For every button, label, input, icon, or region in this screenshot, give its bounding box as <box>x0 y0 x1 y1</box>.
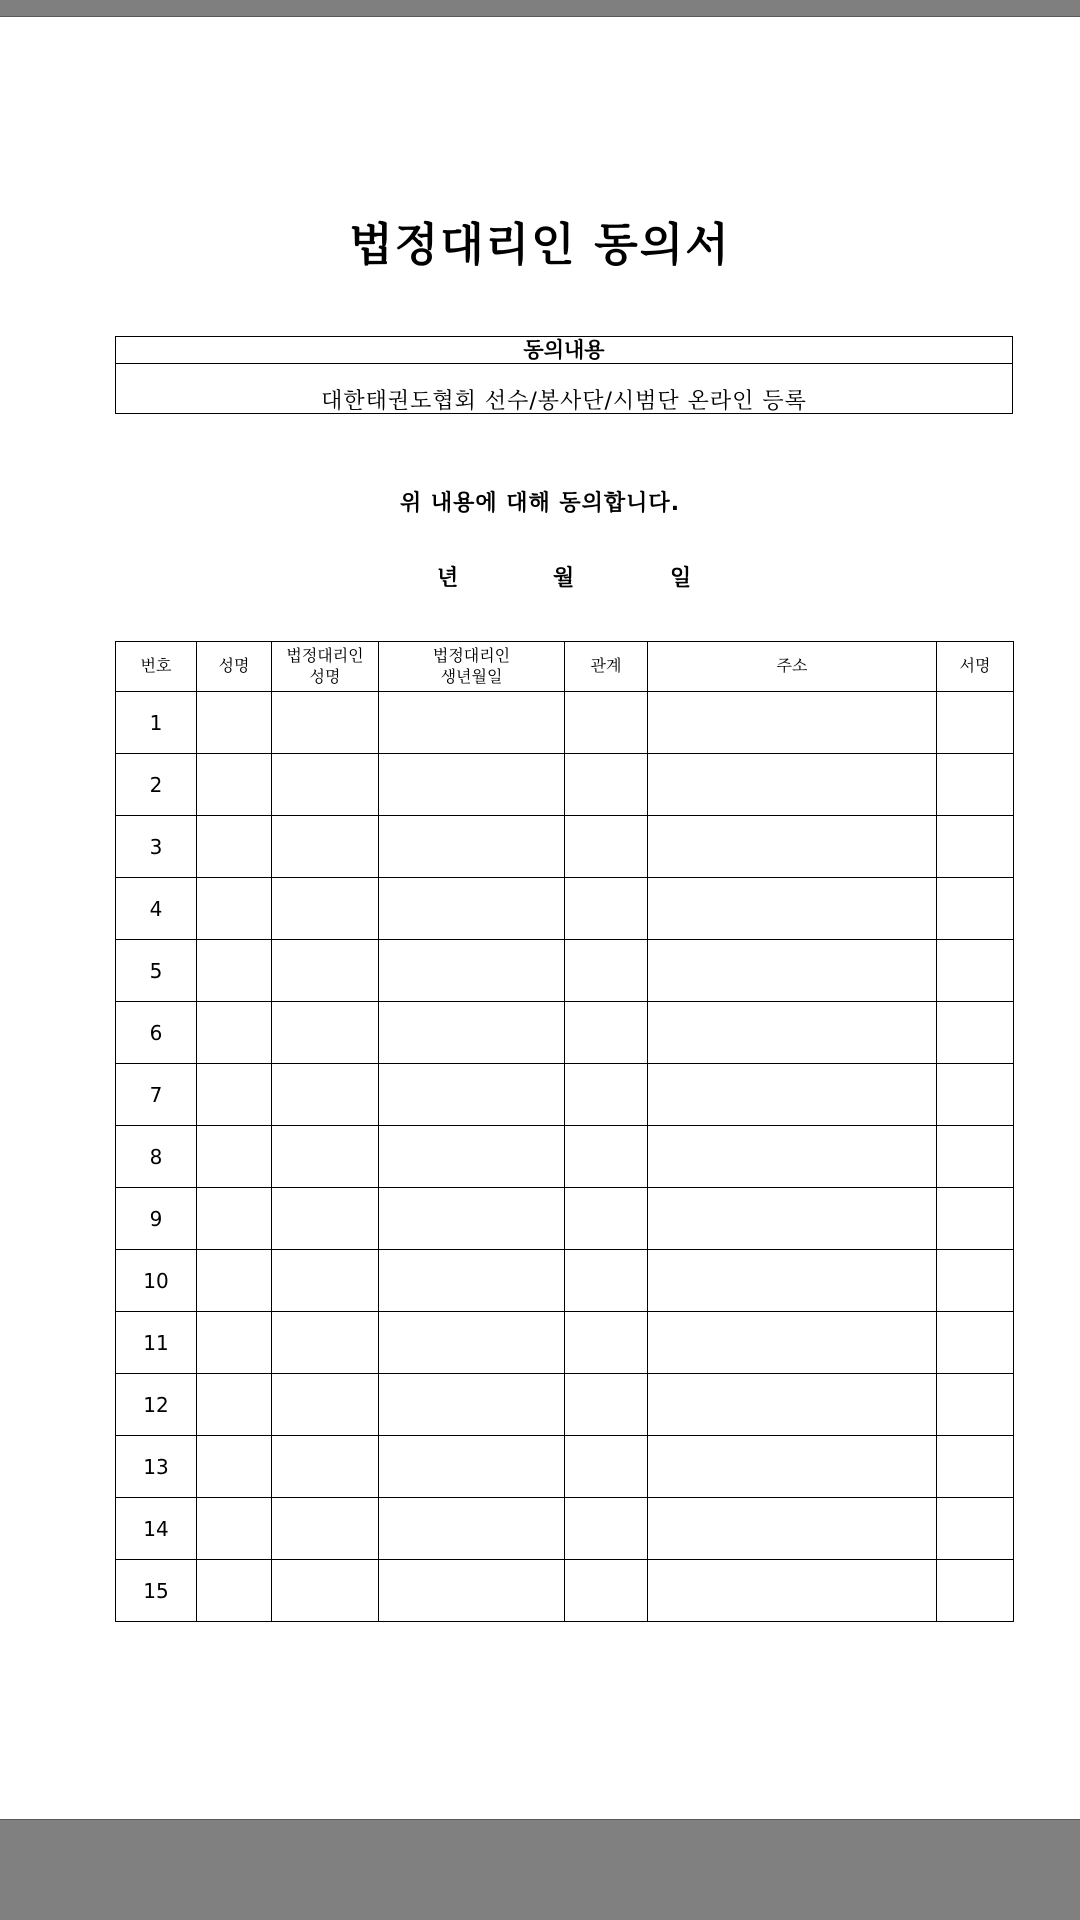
signature-cell <box>937 692 1014 754</box>
date-month-label: 월 <box>553 566 575 591</box>
viewer-bottom-area <box>0 1820 1080 1920</box>
header-guardian-name-line2: 성명 <box>309 666 341 686</box>
agreement-statement: 위 내용에 대해 동의합니다. <box>399 491 681 516</box>
signature-cell <box>937 1436 1014 1498</box>
header-guardian-birthdate-line2: 생년월일 <box>440 666 503 686</box>
relationship-cell <box>565 1002 648 1064</box>
name-cell <box>197 1560 272 1622</box>
signature-cell <box>937 1374 1014 1436</box>
row-number: 7 <box>116 1064 197 1126</box>
guardian-birthdate-cell <box>379 1002 565 1064</box>
row-number: 14 <box>116 1498 197 1560</box>
address-cell <box>648 1002 937 1064</box>
row-number: 15 <box>116 1560 197 1622</box>
name-cell <box>197 816 272 878</box>
table-body <box>116 692 1014 1622</box>
row-number: 2 <box>116 754 197 816</box>
guardian-name-cell <box>272 692 379 754</box>
signature-cell <box>937 1064 1014 1126</box>
guardian-name-cell <box>272 1250 379 1312</box>
guardian-birthdate-cell <box>379 1064 565 1126</box>
guardian-birthdate-cell <box>379 878 565 940</box>
guardian-name-cell <box>272 878 379 940</box>
address-cell <box>648 1374 937 1436</box>
address-cell <box>648 692 937 754</box>
signature-cell <box>937 940 1014 1002</box>
signature-cell <box>937 816 1014 878</box>
document-page <box>0 17 1080 1820</box>
row-number: 11 <box>116 1312 197 1374</box>
name-cell <box>197 754 272 816</box>
signature-cell <box>937 878 1014 940</box>
relationship-cell <box>565 878 648 940</box>
table-row <box>116 1312 1014 1374</box>
name-cell <box>197 1002 272 1064</box>
name-cell <box>197 1064 272 1126</box>
guardian-name-cell <box>272 754 379 816</box>
consent-box-header: 동의내용 <box>116 337 1012 364</box>
relationship-cell <box>565 1250 648 1312</box>
guardian-name-cell <box>272 1374 379 1436</box>
table-row <box>116 1498 1014 1560</box>
name-cell <box>197 692 272 754</box>
name-cell <box>197 1498 272 1560</box>
row-number: 13 <box>116 1436 197 1498</box>
name-cell <box>197 878 272 940</box>
guardian-birthdate-cell <box>379 692 565 754</box>
guardian-birthdate-cell <box>379 1188 565 1250</box>
guardian-birthdate-cell <box>379 816 565 878</box>
table-row <box>116 816 1014 878</box>
table-row <box>116 1374 1014 1436</box>
header-address: 주소 <box>648 642 937 692</box>
relationship-cell <box>565 1374 648 1436</box>
guardian-name-cell <box>272 1002 379 1064</box>
header-signature: 서명 <box>937 642 1014 692</box>
guardian-name-cell <box>272 1560 379 1622</box>
signature-cell <box>937 1002 1014 1064</box>
table-row <box>116 1250 1014 1312</box>
guardian-birthdate-cell <box>379 1436 565 1498</box>
address-cell <box>648 1188 937 1250</box>
address-cell <box>648 1126 937 1188</box>
relationship-cell <box>565 1312 648 1374</box>
table-row <box>116 692 1014 754</box>
table-row <box>116 754 1014 816</box>
consent-box <box>115 336 1013 414</box>
signature-cell <box>937 1250 1014 1312</box>
guardian-birthdate-cell <box>379 1498 565 1560</box>
table-row <box>116 1126 1014 1188</box>
consent-box-content: 대한태권도협회 선수/봉사단/시범단 온라인 등록 <box>321 389 807 414</box>
row-number: 4 <box>116 878 197 940</box>
address-cell <box>648 1312 937 1374</box>
guardian-name-cell <box>272 1064 379 1126</box>
header-relationship: 관계 <box>565 642 648 692</box>
relationship-cell <box>565 816 648 878</box>
signature-cell <box>937 1126 1014 1188</box>
guardian-name-cell <box>272 1312 379 1374</box>
date-day-label: 일 <box>670 566 692 591</box>
header-guardian-birthdate-line1: 법정대리인 <box>432 645 511 665</box>
row-number: 10 <box>116 1250 197 1312</box>
name-cell <box>197 1126 272 1188</box>
address-cell <box>648 940 937 1002</box>
header-guardian-name <box>272 642 379 692</box>
guardian-roster-table <box>115 641 1014 1622</box>
guardian-birthdate-cell <box>379 1374 565 1436</box>
name-cell <box>197 1250 272 1312</box>
guardian-birthdate-cell <box>379 1250 565 1312</box>
table-row <box>116 1560 1014 1622</box>
guardian-birthdate-cell <box>379 1312 565 1374</box>
guardian-name-cell <box>272 1188 379 1250</box>
guardian-birthdate-cell <box>379 1560 565 1622</box>
relationship-cell <box>565 754 648 816</box>
row-number: 9 <box>116 1188 197 1250</box>
address-cell <box>648 1064 937 1126</box>
header-name: 성명 <box>197 642 272 692</box>
name-cell <box>197 940 272 1002</box>
name-cell <box>197 1436 272 1498</box>
guardian-name-cell <box>272 1436 379 1498</box>
guardian-birthdate-cell <box>379 940 565 1002</box>
signature-cell <box>937 1312 1014 1374</box>
signature-cell <box>937 1560 1014 1622</box>
table-row <box>116 1188 1014 1250</box>
header-guardian-birthdate <box>379 642 565 692</box>
guardian-name-cell <box>272 1498 379 1560</box>
row-number: 6 <box>116 1002 197 1064</box>
guardian-birthdate-cell <box>379 754 565 816</box>
row-number: 1 <box>116 692 197 754</box>
address-cell <box>648 1436 937 1498</box>
header-guardian-name-line1: 법정대리인 <box>286 645 364 665</box>
relationship-cell <box>565 1498 648 1560</box>
relationship-cell <box>565 1188 648 1250</box>
guardian-birthdate-cell <box>379 1126 565 1188</box>
row-number: 8 <box>116 1126 197 1188</box>
name-cell <box>197 1374 272 1436</box>
signature-cell <box>937 1188 1014 1250</box>
signature-cell <box>937 1498 1014 1560</box>
guardian-name-cell <box>272 1126 379 1188</box>
address-cell <box>648 878 937 940</box>
viewer-top-bar <box>0 0 1080 17</box>
row-number: 12 <box>116 1374 197 1436</box>
document-title: 법정대리인 동의서 <box>349 218 731 271</box>
table-header-row <box>116 642 1014 692</box>
table-row <box>116 1002 1014 1064</box>
address-cell <box>648 1498 937 1560</box>
name-cell <box>197 1312 272 1374</box>
table-row <box>116 940 1014 1002</box>
relationship-cell <box>565 692 648 754</box>
table-row <box>116 1436 1014 1498</box>
header-number: 번호 <box>116 642 197 692</box>
date-year-label: 년 <box>437 566 459 591</box>
guardian-name-cell <box>272 816 379 878</box>
address-cell <box>648 1250 937 1312</box>
address-cell <box>648 1560 937 1622</box>
table-row <box>116 1064 1014 1126</box>
relationship-cell <box>565 940 648 1002</box>
guardian-name-cell <box>272 940 379 1002</box>
relationship-cell <box>565 1126 648 1188</box>
address-cell <box>648 754 937 816</box>
table-row <box>116 878 1014 940</box>
name-cell <box>197 1188 272 1250</box>
row-number: 5 <box>116 940 197 1002</box>
relationship-cell <box>565 1560 648 1622</box>
relationship-cell <box>565 1064 648 1126</box>
address-cell <box>648 816 937 878</box>
row-number: 3 <box>116 816 197 878</box>
date-line <box>0 561 1080 591</box>
relationship-cell <box>565 1436 648 1498</box>
signature-cell <box>937 754 1014 816</box>
